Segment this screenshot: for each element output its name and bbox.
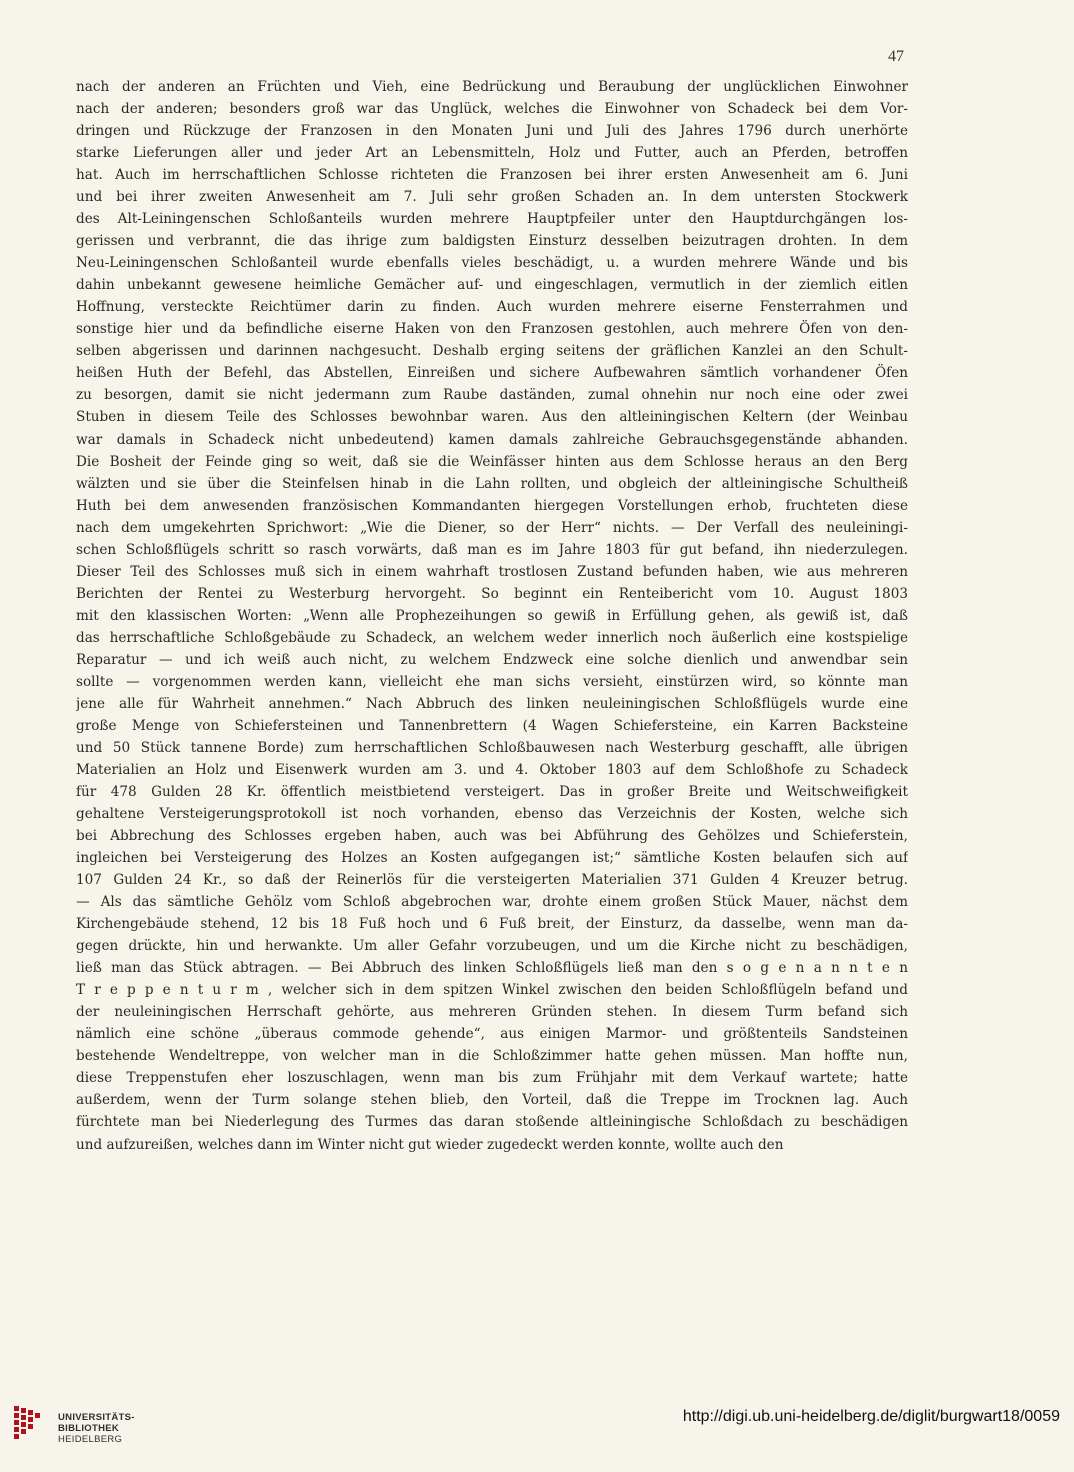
- text-line: nämlich eine schöne „überaus commode gehende“, aus einigen Marmor- und größtenteils Sandsteinen: [76, 1026, 908, 1043]
- text-line: Berichten der Rentei zu Westerburg hervorgeht. So beginnt ein Renteibericht vom 10. August 1803: [76, 585, 908, 602]
- text-line: nach dem umgekehrten Sprichwort: „Wie die Diener, so der Herr“ nichts. — Der Verfall des neuleiningi-: [76, 519, 908, 536]
- text-line: bei Abbrechung des Schlosses ergeben haben, auch was bei Abführung des Gehölzes und Schieferstein,: [76, 828, 908, 845]
- institution-name: [58, 1412, 135, 1445]
- text-line: nach der anderen an Früchten und Vieh, eine Bedrückung und Beraubung der unglücklichen Einwohner: [76, 79, 908, 95]
- institution-line: HEIDELBERG: [58, 1434, 123, 1445]
- text-line: mit den klassischen Worten: „Wenn alle Prophezeihungen so gewiß in Erfüllung gehen, als gewiß ist, daß: [76, 607, 908, 624]
- text-line: und aufzureißen, welches dann im Winter nicht gut wieder zugedeckt werden konnte, wollte auch den: [76, 1136, 784, 1153]
- heidelberg-library-logo-icon: [12, 1404, 50, 1448]
- institution-line: BIBLIOTHEK: [58, 1423, 120, 1434]
- text-line: heißen Huth der Befehl, das Abstellen, Einreißen und sichere Aufbewahren sämtlich vorhandener Öfen: [76, 365, 908, 382]
- text-line: dringen und Rückzuge der Franzosen in den Monaten Juni und Juli des Jahres 1796 durch unerhörte: [76, 123, 908, 140]
- text-line: schen Schloßflügels schritt so rasch vorwärts, daß man es im Jahre 1803 für gut befand, ihn niederzulegen.: [76, 541, 908, 558]
- text-line: gerissen und verbrannt, die das ihrige zum baldigsten Einsturz desselben beizutragen drohten. In dem: [76, 233, 908, 250]
- text-line: Hoffnung, versteckte Reichtümer darin zu finden. Auch wurden mehrere eiserne Fensterrahmen und: [76, 299, 908, 316]
- text-line: sollte — vorgenommen werden kann, vielleicht ehe man sichs versieht, einstürzen wird, so könnte man: [76, 673, 908, 690]
- source-url[interactable]: http://digi.ub.uni-heidelberg.de/diglit/burgwart18/0059: [682, 1408, 1060, 1425]
- text-line: für 478 Gulden 28 Kr. öffentlich meistbietend versteigert. Das in großer Breite und Weitschweifigkeit: [76, 784, 908, 800]
- text-line: und bei ihrer zweiten Anwesenheit am 7. Juli sehr großen Schaden an. In dem untersten Stockwerk: [76, 189, 908, 206]
- institution-line: UNIVERSITÄTS-: [58, 1412, 135, 1423]
- text-line: fürchtete man bei Niederlegung des Turmes das daran stoßende altleiningische Schloßdach zu beschädigen: [76, 1114, 908, 1131]
- text-line: wälzten und sie über die Steinfelsen hinab in die Lahn rollten, und obgleich der altleiningische Schultheiß: [76, 475, 908, 492]
- text-line: dahin unbekannt gewesene heimliche Gemächer auf- und eingeschlagen, vermutlich in der ziemlich eitlen: [76, 277, 908, 294]
- text-line: Materialien an Holz und Eisenwerk wurden am 3. und 4. Oktober 1803 auf dem Schloßhofe zu Schadeck: [76, 761, 908, 778]
- text-line: Dieser Teil des Schlosses muß sich in einem wahrhaft trostlosen Zustand befunden haben, wie aus mehreren: [76, 563, 908, 580]
- text-line: bestehende Wendeltreppe, von welcher man in die Schloßzimmer hatte gehen müssen. Man hoffte nun,: [76, 1048, 908, 1065]
- text-line: gegen drückte, hin und herwankte. Um aller Gefahr vorzubeugen, und um die Kirche nicht zu beschädigen,: [76, 938, 908, 955]
- footer: [0, 1400, 1074, 1460]
- text-line: Reparatur — und ich weiß auch nicht, zu welchem Endzweck eine solche dienlich und anwendbar sein: [76, 651, 908, 668]
- text-line: und 50 Stück tannene Borde) zum herrschaftlichen Schloßbauwesen nach Westerburg geschafft, alle übrigen: [76, 739, 908, 756]
- text-line: gehaltene Versteigerungsprotokoll ist noch vorhanden, ebenso das Verzeichnis der Kosten, welche sich: [76, 806, 908, 823]
- text-line: große Menge von Schiefersteinen und Tannenbrettern (4 Wagen Schiefersteine, ein Karren Backsteine: [76, 717, 908, 734]
- text-line: selben abgerissen und darinnen nachgesucht. Deshalb erging seitens der gräflichen Kanzlei an den Schult-: [76, 343, 908, 360]
- body-text: [76, 76, 908, 1156]
- text-line: des Alt-Leiningenschen Schloßanteils wurden mehrere Hauptpfeiler unter den Hauptdurchgängen los-: [76, 211, 908, 228]
- text-line: Kirchengebäude stehend, 12 bis 18 Fuß hoch und 6 Fuß breit, der Einsturz, da dasselbe, wenn man da-: [76, 916, 908, 933]
- text-line: starke Lieferungen aller und jeder Art an Lebensmitteln, Holz und Futter, auch an Pferden, betroffen: [76, 145, 908, 162]
- text-line: sonstige hier und da befindliche eiserne Haken von den Franzosen gestohlen, auch mehrere Öfen von den-: [76, 321, 908, 338]
- text-line: Huth bei dem anwesenden französischen Kommandanten hiergegen Vorstellungen erhob, fruchteten diese: [76, 497, 908, 514]
- text-line: hat. Auch im herrschaftlichen Schlosse richteten die Franzosen bei ihrer ersten Anwesenheit am 6. Juni: [76, 167, 908, 184]
- text-line: das herrschaftliche Schloßgebäude zu Schadeck, an welchem weder innerlich noch äußerlich eine kostspielige: [76, 629, 908, 646]
- text-line: Neu-Leiningenschen Schloßanteil wurde ebenfalls vieles beschädigt, u. a wurden mehrere Wände und bis: [76, 255, 908, 272]
- text-line: war damals in Schadeck nicht unbedeutend) kamen damals zahlreiche Gebrauchsgegenstände abhanden.: [76, 431, 908, 448]
- text-line: nach der anderen; besonders groß war das Unglück, welches die Einwohner von Schadeck bei dem Vor-: [76, 101, 908, 118]
- text-line: außerdem, wenn der Turm solange stehen blieb, den Vorteil, daß die Treppe im Trocknen lag. Auch: [76, 1092, 908, 1109]
- text-line: Stuben in diesem Teile des Schlosses bewohnbar waren. Aus den altleiningischen Keltern (der Weinbau: [76, 409, 908, 426]
- text-line: der neuleiningischen Herrschaft gehörte, aus mehreren Gründen stehen. In diesem Turm befand sich: [76, 1004, 908, 1021]
- text-line: — Als das sämtliche Gehölz vom Schloß abgebrochen war, drohte einem großen Stück Mauer, nächst dem: [76, 894, 908, 911]
- text-line: zu besorgen, damit sie nicht jedermann zum Raube daständen, zumal ohnehin nur noch eine oder zwei: [76, 387, 908, 404]
- text-line: Die Bosheit der Feinde ging so weit, daß sie die Weinfässer hinten aus dem Schlosse heraus an den Berg: [76, 453, 908, 470]
- text-line: jene alle für Wahrheit annehmen.“ Nach Abbruch des linken neuleiningischen Schloßflügels wurde eine: [76, 695, 908, 712]
- text-line: T r e p p e n t u r m , welcher sich in dem spitzen Winkel zwischen den beiden Schloßflügeln befand und: [76, 982, 908, 999]
- text-line: ließ man das Stück abtragen. — Bei Abbruch des linken Schloßflügels ließ man den s o g e n a n n t e n: [76, 960, 908, 977]
- text-line: ingleichen bei Versteigerung des Holzes an Kosten aufgegangen ist;“ sämtliche Kosten belaufen sich auf: [76, 850, 908, 867]
- text-line: 107 Gulden 24 Kr., so daß der Reinerlös für die versteigerten Materialien 371 Gulden 4 Kreuzer betrug.: [76, 872, 908, 889]
- page-number: 47: [888, 48, 904, 65]
- text-line: diese Treppenstufen eher loszuschlagen, wenn man bis zum Frühjahr mit dem Verkauf wartete; hatte: [76, 1070, 908, 1087]
